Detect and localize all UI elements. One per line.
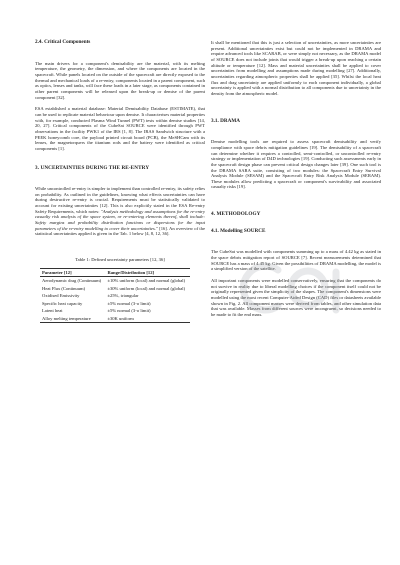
critical-components-paragraph-2: ESA established a material database: Material Demisability Database (ESTIMATE), that can be used to replicate material behaviour upon demise. It characterises material properties with, for example, conducted Plasma Wind Tunnel (PWT) tests within demise studies [14, 20, 27]. Critical components of the CubeSat SOURCE were identified through PWT observations in the facility PWK1 of the IRS [1, 8]. The IRAS Sandwich structure with a PEEK honeycomb core, the payload printed circuit board (PCB), the MeSHCam with its lenses, the magnetorquers the titanium rods and the battery were identified as critical components [1]. (35, 106, 205, 151)
table-cell-parameter: Latent heat (42, 308, 63, 314)
table-row (40, 277, 190, 285)
table-header-row (40, 268, 190, 277)
table-cell-parameter: Aerodynamic drag (Continuum) (42, 278, 102, 284)
critical-components-paragraph-1: The main drivers for a component's demisability are the material, with its melting temperature, the geometry, the dimension, and where the components are located in the spacecraft. While panels located on the outside of the spacecraft are directly exposed to the thermal and mechanical loads of a re-entry, components located in a parent component, such as optics, lenses and tanks, will face these loads in a later stage, as components contained in other parent components will be released upon the break-up or demise of the parent component [32]. (35, 60, 205, 100)
table-row (40, 285, 190, 293)
critical-components-heading: 2.4. Critical Components (35, 39, 91, 45)
safety-requirements-quote: "Analysis methodology and assumptions for the re-entry casualty risk analysis of the space system, or re-entering elements thereof, shall include: Safety margins and probability distribution functions or dispersions for the input parameters of the re-entry modelling to cover their uncertainties." (35, 208, 205, 231)
modelling-paragraph-1: The CubeSat was modelled with components summing up to a mass of 4.42 kg as stated in the space debris mitigation report of SOURCE [7]. Recent measurements determined that SOURCE has a mass of 4.45 kg. Given the possibilities of DRAMA modelling, the model is a simplified version of the satellite. (211, 249, 381, 272)
table-row (40, 307, 190, 315)
uncertainties-heading: 3. UNCERTAINTIES DURING THE RE-ENTRY (35, 164, 150, 171)
table-cell-parameter: Alloy melting temperature (40, 315, 105, 323)
uncertainties-paragraph-1 (35, 186, 205, 237)
table-caption: Table 1: Defined uncertainty parameters [12, 36] (75, 257, 165, 263)
watermark-logo (236, 248, 356, 328)
modelling-source-heading: 4.1. Modelling SOURCE (211, 227, 266, 234)
methodology-heading: 4. METHODOLOGY (211, 211, 261, 218)
table-cell-range: ±10% uniform (local) and normal (global) (107, 278, 186, 284)
table-header-parameter: Parameter [12] (40, 268, 105, 277)
table-cell-range: ±25%, triangular (107, 293, 139, 299)
table-row (40, 300, 190, 308)
table-cell-parameter: Oxidised Emissivity (42, 293, 80, 299)
table-cell-range: ±30K uniform (105, 315, 190, 323)
drama-heading: 3.1. DRAMA (211, 117, 240, 124)
uncertainties-continuation-paragraph: It shall be mentioned that this is just a selection of uncertainties, as more uncertainties are present. Additional uncertainties exist but could not be implemented in DRAMA and require advanced tools like SCARAB, or were simply not necessary, as the DRAMA model of SOURCE does not include joints that would trigger a break-up upon reaching a certain altitude or temperature [12]. Mass and material uncertainties shall be applied to cover uncertainties from modelling and assumptions made during modelling [27]. Additionally, uncertainties regarding atmospheric properties shall be applied [35]. Whilst the local heat flux and drag uncertainty are applied uniformly to each component individually, a global uncertainty is applied with a normal distribution to all components due to uncertainty in the density from the atmospheric model. (211, 40, 381, 96)
watermark-logo-graphic (236, 248, 356, 328)
modelling-paragraph-2: All important components were modelled conservatively, ensuring that the components do not survive in reality due to liberal modelling choices if the component itself could not be originally represented given the simplicity of the shapes. The component's dimensions were modelled using the most recent Computer-Aided Design (CAD) files or datasheets available shown in Fig. 2. All component masses were derived from tables, and other simulation data that was available. Masses from different sources were incongruent, so decisions needed to be made to fit the end mass. (211, 278, 381, 317)
table-cell-parameter: Specific heat capacity (42, 300, 83, 306)
uncertainties-outro-text: [16]. An overview of the statistical uncertainties applied is given in the Tab. 1 below [4, 8, 12, 36]. (35, 225, 206, 237)
drama-paragraph: Demise modelling tools are required to assess spacecraft demisability and verify compliance with space debris mitigation guidelines [19]. The demisability of a spacecraft can determine whether it requires a controlled, semi-controlled, or uncontrolled re-entry strategy or implementation of D4D technologies [19]. Conducting such assessments early in the spacecraft design phase can prevent critical design changes later [39]. One such tool is the DRAMA SARA suite, consisting of two modules: the Spacecraft Entry Survival Analysis Module (SESAM) and the Spacecraft Entry Risk Analysis Module (SERAM). These modules allow predicting a spacecraft or component's survivability and associated casualty risks [19]. (211, 139, 381, 190)
table-cell-range: ±5% normal (3-σ limit) (107, 308, 151, 314)
uncertainties-intro-text: While uncontrolled re-entry is simpler to implement than controlled re-entry, its safety relies on probability. As outlined in the guidelines, knowing what effects uncertainties can have during destructive re-entry is crucial. Requirements must be statistically validated to account for existing uncertainties [12]. This is also explicitly stated in the ESA Re-entry Safety Requirements, which notes: (35, 186, 205, 214)
table-cell-range: ±5% normal (3-σ limit) (107, 300, 151, 306)
table-header-range: Range/Distribution [12] (105, 268, 190, 277)
table-cell-parameter: Heat Flux (Continuum) (42, 285, 86, 291)
left-column (35, 40, 205, 323)
uncertainty-parameters-table (40, 268, 190, 324)
table-row (40, 315, 190, 323)
table-cell-range: ±30% uniform (local) and normal (global) (107, 285, 186, 291)
table-row (40, 292, 190, 300)
